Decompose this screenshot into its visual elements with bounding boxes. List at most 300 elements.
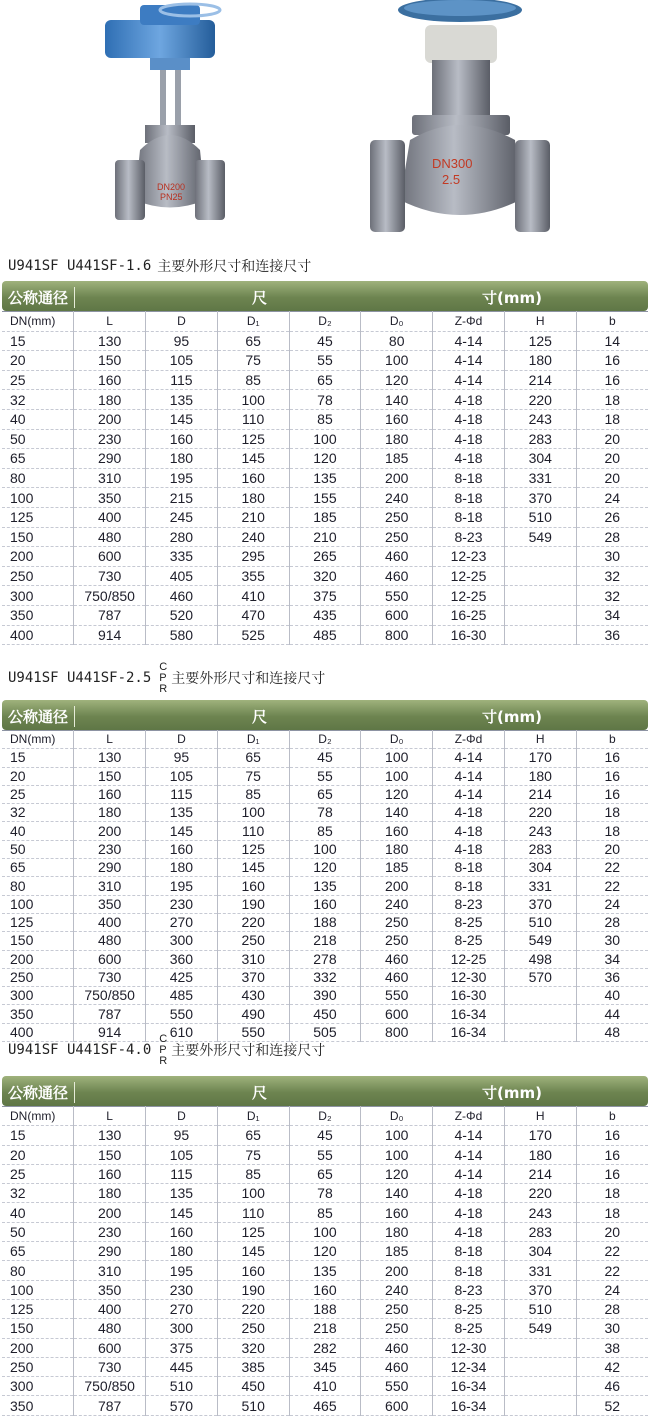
table-cell: 214: [504, 1164, 576, 1183]
table-header-bar: [2, 1076, 648, 1106]
table-cell: 549: [504, 932, 576, 950]
table-cell: 460: [361, 1338, 433, 1357]
table-cell: [504, 1357, 576, 1376]
table-cell: 350: [74, 895, 146, 913]
table-cell: 375: [289, 586, 361, 606]
table-cell: 85: [289, 822, 361, 840]
spec-section-2: [0, 660, 650, 1042]
table-cell: 914: [74, 625, 146, 645]
table-cell: 160: [217, 877, 289, 895]
table-cell: 370: [504, 488, 576, 508]
table-cell: 18: [576, 1184, 648, 1203]
table-cell: 290: [74, 859, 146, 877]
table-cell: DN(mm): [2, 1107, 74, 1126]
table-cell: 410: [289, 1377, 361, 1396]
table-row: [2, 429, 648, 449]
table-cell: 243: [504, 822, 576, 840]
table-cell: 430: [217, 987, 289, 1005]
valve-illustrations: [0, 0, 650, 250]
table-cell: 30: [576, 1319, 648, 1338]
table-cell: 30: [576, 547, 648, 567]
table-cell: DN(mm): [2, 731, 74, 749]
table-cell: 4-18: [433, 449, 505, 469]
table-cell: 100: [361, 749, 433, 767]
table-cell: 125: [217, 840, 289, 858]
table-cell: 550: [361, 987, 433, 1005]
table-cell: 32: [576, 586, 648, 606]
table-cell: 320: [289, 566, 361, 586]
table-cell: 195: [146, 877, 218, 895]
table-cell: 100: [2, 1280, 74, 1299]
table-cell: 100: [361, 767, 433, 785]
table-cell: 75: [217, 351, 289, 371]
table-cell: 32: [576, 566, 648, 586]
model-name: U941SF U441SF-2.5: [8, 670, 152, 686]
table-cell: [504, 625, 576, 645]
table-cell: 295: [217, 547, 289, 567]
table-cell: 50: [2, 840, 74, 858]
table-cell: 510: [504, 913, 576, 931]
table-cell: 310: [74, 877, 146, 895]
table-cell: 65: [2, 859, 74, 877]
table-row: [2, 1357, 648, 1376]
table-cell: 55: [289, 767, 361, 785]
table-cell: 15: [2, 749, 74, 767]
table-cell: 170: [504, 1126, 576, 1145]
size-label-part1: 尺: [252, 1084, 268, 1102]
table-cell: 160: [146, 429, 218, 449]
table-cell: 188: [289, 1299, 361, 1318]
table-cell: 180: [146, 449, 218, 469]
table-cell: 160: [74, 370, 146, 390]
table-cell: 18: [576, 409, 648, 429]
table-cell: 4-18: [433, 409, 505, 429]
table-cell: 250: [361, 1299, 433, 1318]
table-cell: 12-30: [433, 1338, 505, 1357]
table-cell: L: [74, 312, 146, 332]
table-cell: 20: [576, 840, 648, 858]
table-cell: 16-34: [433, 1377, 505, 1396]
table-cell: 200: [361, 1261, 433, 1280]
table-cell: 8-18: [433, 859, 505, 877]
table-cell: 20: [2, 767, 74, 785]
table-cell: 100: [361, 1145, 433, 1164]
table-cell: 750/850: [74, 987, 146, 1005]
table-cell: 460: [146, 586, 218, 606]
table-cell: 135: [289, 468, 361, 488]
dimension-table: [2, 730, 648, 1042]
table-cell: 12-25: [433, 950, 505, 968]
table-cell: 220: [504, 804, 576, 822]
table-cell: 549: [504, 527, 576, 547]
table-cell: 485: [289, 625, 361, 645]
table-cell: 145: [217, 449, 289, 469]
product-photos: [0, 0, 650, 250]
table-cell: 350: [2, 1396, 74, 1415]
table-cell: 160: [217, 1261, 289, 1280]
table-cell: 787: [74, 1396, 146, 1415]
table-cell: 400: [2, 1023, 74, 1041]
table-cell: 470: [217, 605, 289, 625]
table-cell: 250: [361, 527, 433, 547]
spec-section-1: [0, 255, 650, 645]
table-row: [2, 913, 648, 931]
table-cell: 310: [74, 1261, 146, 1280]
table-cell: L: [74, 1107, 146, 1126]
table-cell: 600: [74, 950, 146, 968]
table-cell: 335: [146, 547, 218, 567]
table-cell: 290: [74, 449, 146, 469]
size-label-part2: 寸(mm): [482, 1084, 542, 1102]
table-cell: 180: [74, 390, 146, 410]
table-cell: 188: [289, 913, 361, 931]
table-cell: Z-Φd: [433, 731, 505, 749]
table-cell: 550: [217, 1023, 289, 1041]
table-cell: 200: [74, 1203, 146, 1222]
table-cell: 180: [361, 429, 433, 449]
table-cell: D₀: [361, 1107, 433, 1126]
table-cell: 265: [289, 547, 361, 567]
table-row: [2, 987, 648, 1005]
table-cell: 180: [504, 351, 576, 371]
table-cell: 120: [289, 449, 361, 469]
table-cell: 180: [74, 804, 146, 822]
table-cell: 12-25: [433, 566, 505, 586]
table-cell: D₀: [361, 312, 433, 332]
table-cell: 65: [217, 749, 289, 767]
table-cell: 914: [74, 1023, 146, 1041]
table-cell: 243: [504, 409, 576, 429]
table-cell: 185: [361, 449, 433, 469]
section-caption: 主要外形尺寸和连接尺寸: [171, 1043, 326, 1059]
table-row: [2, 1184, 648, 1203]
table-cell: L: [74, 731, 146, 749]
table-cell: 150: [74, 767, 146, 785]
table-cell: 300: [2, 586, 74, 606]
table-cell: 48: [576, 1023, 648, 1041]
nominal-diameter-label: 公称通径: [8, 1082, 75, 1103]
table-row: [2, 1377, 648, 1396]
table-cell: 55: [289, 1145, 361, 1164]
table-row: [2, 1338, 648, 1357]
table-cell: 8-18: [433, 877, 505, 895]
table-cell: 480: [74, 932, 146, 950]
table-cell: 460: [361, 1357, 433, 1376]
table-cell: [504, 1005, 576, 1023]
table-cell: 18: [576, 804, 648, 822]
table-cell: 22: [576, 877, 648, 895]
cpr-labels: [159, 662, 167, 695]
table-cell: 370: [504, 1280, 576, 1299]
table-cell: 4-18: [433, 804, 505, 822]
table-cell: 75: [217, 767, 289, 785]
table-row: [2, 804, 648, 822]
table-cell: 180: [217, 488, 289, 508]
table-cell: 8-25: [433, 932, 505, 950]
table-header-bar: [2, 700, 648, 730]
table-cell: H: [504, 731, 576, 749]
table-cell: 8-18: [433, 1242, 505, 1261]
table-cell: 80: [361, 331, 433, 351]
table-cell: 600: [361, 1005, 433, 1023]
table-cell: 230: [74, 840, 146, 858]
table-cell: 400: [74, 1299, 146, 1318]
table-row: [2, 859, 648, 877]
table-cell: 4-14: [433, 1145, 505, 1164]
table-cell: 550: [361, 586, 433, 606]
table-cell: 65: [289, 785, 361, 803]
table-cell: 100: [2, 895, 74, 913]
table-cell: [504, 547, 576, 567]
table-cell: 270: [146, 1299, 218, 1318]
table-cell: 65: [217, 1126, 289, 1145]
table-row: [2, 749, 648, 767]
table-cell: 50: [2, 1222, 74, 1241]
cpr-r: R: [159, 682, 168, 695]
right-valve-label-2: 2.5: [442, 172, 461, 187]
table-cell: 125: [2, 1299, 74, 1318]
table-cell: 65: [289, 1164, 361, 1183]
table-row: [2, 968, 648, 986]
table-cell: 250: [217, 932, 289, 950]
table-row: [2, 605, 648, 625]
table-cell: 8-23: [433, 527, 505, 547]
table-cell: 16: [576, 1164, 648, 1183]
table-row: [2, 1242, 648, 1261]
table-cell: 160: [289, 895, 361, 913]
table-cell: H: [504, 312, 576, 332]
table-cell: 4-18: [433, 429, 505, 449]
table-cell: 220: [217, 913, 289, 931]
table-cell: 331: [504, 468, 576, 488]
size-label-part1: 尺: [252, 708, 268, 726]
table-cell: 220: [504, 390, 576, 410]
table-row: [2, 932, 648, 950]
table-cell: 30: [576, 932, 648, 950]
model-name: U941SF U441SF-1.6: [8, 258, 152, 274]
table-row: [2, 1319, 648, 1338]
table-cell: 125: [2, 507, 74, 527]
table-cell: 85: [217, 370, 289, 390]
table-cell: 230: [146, 895, 218, 913]
table-cell: H: [504, 1107, 576, 1126]
table-cell: 360: [146, 950, 218, 968]
table-cell: 210: [289, 527, 361, 547]
cpr-labels: [159, 1034, 167, 1067]
table-cell: 465: [289, 1396, 361, 1415]
table-cell: 480: [74, 527, 146, 547]
table-cell: b: [576, 731, 648, 749]
table-cell: 180: [504, 1145, 576, 1164]
table-cell: b: [576, 1107, 648, 1126]
table-cell: 130: [74, 749, 146, 767]
table-cell: 20: [576, 429, 648, 449]
table-cell: 8-18: [433, 488, 505, 508]
table-cell: 46: [576, 1377, 648, 1396]
table-cell: 40: [2, 822, 74, 840]
table-cell: 4-18: [433, 822, 505, 840]
table-cell: 145: [146, 409, 218, 429]
table-row: [2, 1222, 648, 1241]
table-cell: 290: [74, 1242, 146, 1261]
table-cell: 510: [217, 1396, 289, 1415]
table-cell: 125: [504, 331, 576, 351]
table-cell: 16-30: [433, 625, 505, 645]
table-cell: 570: [146, 1396, 218, 1415]
table-cell: 200: [74, 822, 146, 840]
left-valve-label-2: PN25: [160, 192, 183, 202]
table-cell: 310: [74, 468, 146, 488]
table-cell: 145: [217, 859, 289, 877]
table-cell: 400: [2, 625, 74, 645]
table-cell: 310: [217, 950, 289, 968]
table-cell: 220: [504, 1184, 576, 1203]
table-cell: Z-Φd: [433, 1107, 505, 1126]
table-cell: 350: [74, 488, 146, 508]
table-cell: 50: [2, 429, 74, 449]
table-cell: 160: [361, 409, 433, 429]
table-cell: 600: [361, 1396, 433, 1415]
table-cell: 65: [217, 331, 289, 351]
table-cell: 580: [146, 625, 218, 645]
table-cell: 350: [2, 1005, 74, 1023]
table-cell: 150: [74, 1145, 146, 1164]
table-row: [2, 895, 648, 913]
size-label-part2: 寸(mm): [482, 289, 542, 307]
table-cell: 8-25: [433, 1319, 505, 1338]
table-cell: 4-18: [433, 390, 505, 410]
table-cell: 250: [361, 932, 433, 950]
table-cell: 405: [146, 566, 218, 586]
table-cell: 100: [2, 488, 74, 508]
table-cell: D₂: [289, 312, 361, 332]
table-cell: D₂: [289, 731, 361, 749]
table-cell: 16-30: [433, 987, 505, 1005]
table-cell: 4-14: [433, 351, 505, 371]
table-cell: 549: [504, 1319, 576, 1338]
table-cell: D₁: [217, 312, 289, 332]
handwheel-valve-image: [370, 0, 550, 232]
table-row: [2, 1203, 648, 1222]
table-cell: 65: [2, 449, 74, 469]
table-cell: [504, 987, 576, 1005]
table-cell: 200: [2, 547, 74, 567]
table-cell: 400: [74, 913, 146, 931]
cpr-p: P: [159, 1043, 167, 1056]
table-cell: 180: [146, 1242, 218, 1261]
table-cell: 220: [217, 1299, 289, 1318]
table-cell: 32: [2, 390, 74, 410]
table-cell: 32: [2, 1184, 74, 1203]
table-cell: 240: [217, 527, 289, 547]
table-cell: 445: [146, 1357, 218, 1376]
table-cell: 245: [146, 507, 218, 527]
table-row: [2, 351, 648, 371]
table-cell: 8-18: [433, 468, 505, 488]
table-cell: 410: [217, 586, 289, 606]
table-cell: 150: [74, 351, 146, 371]
table-cell: 24: [576, 1280, 648, 1299]
table-cell: 28: [576, 527, 648, 547]
table-cell: 28: [576, 1299, 648, 1318]
table-cell: D: [146, 1107, 218, 1126]
table-cell: 498: [504, 950, 576, 968]
table-cell: 300: [2, 1377, 74, 1396]
table-cell: 200: [2, 1338, 74, 1357]
table-cell: 230: [74, 1222, 146, 1241]
table-cell: 160: [74, 1164, 146, 1183]
table-cell: 331: [504, 1261, 576, 1280]
table-row: [2, 1005, 648, 1023]
table-cell: 115: [146, 1164, 218, 1183]
table-row: [2, 625, 648, 645]
table-cell: 20: [576, 449, 648, 469]
table-cell: 78: [289, 1184, 361, 1203]
section-title: [0, 660, 650, 696]
table-row: [2, 547, 648, 567]
table-cell: 8-23: [433, 895, 505, 913]
table-cell: 730: [74, 1357, 146, 1376]
table-cell: 215: [146, 488, 218, 508]
table-row: [2, 449, 648, 469]
table-row: [2, 507, 648, 527]
table-cell: 85: [289, 409, 361, 429]
table-cell: 18: [576, 1203, 648, 1222]
table-cell: 105: [146, 767, 218, 785]
table-cell: 120: [361, 785, 433, 803]
table-cell: 300: [2, 987, 74, 1005]
table-cell: 110: [217, 822, 289, 840]
table-cell: 4-14: [433, 1164, 505, 1183]
table-cell: 20: [576, 1222, 648, 1241]
table-cell: D₁: [217, 1107, 289, 1126]
table-cell: 450: [217, 1377, 289, 1396]
table-cell: 185: [361, 1242, 433, 1261]
cpr-p: P: [159, 671, 167, 684]
table-cell: 505: [289, 1023, 361, 1041]
table-row: [2, 390, 648, 410]
table-cell: 110: [217, 409, 289, 429]
table-cell: 100: [361, 351, 433, 371]
cpr-c: C: [159, 660, 168, 673]
table-cell: [504, 605, 576, 625]
table-cell: 180: [361, 1222, 433, 1241]
table-cell: 100: [289, 1222, 361, 1241]
table-cell: 42: [576, 1357, 648, 1376]
table-cell: 85: [289, 1203, 361, 1222]
table-cell: 125: [217, 1222, 289, 1241]
table-cell: 120: [289, 859, 361, 877]
table-row: [2, 1145, 648, 1164]
table-cell: 12-23: [433, 547, 505, 567]
table-cell: 355: [217, 566, 289, 586]
table-cell: 214: [504, 785, 576, 803]
table-cell: 160: [361, 822, 433, 840]
table-cell: 16: [576, 785, 648, 803]
section-caption: 主要外形尺寸和连接尺寸: [171, 671, 326, 687]
table-cell: 16: [576, 1126, 648, 1145]
table-cell: 4-14: [433, 370, 505, 390]
table-cell: 4-14: [433, 331, 505, 351]
table-cell: 304: [504, 1242, 576, 1261]
table-cell: Z-Φd: [433, 312, 505, 332]
table-cell: 385: [217, 1357, 289, 1376]
nominal-diameter-label: 公称通径: [8, 706, 75, 727]
table-cell: 170: [504, 749, 576, 767]
cpr-r: R: [159, 1054, 168, 1067]
table-cell: 4-14: [433, 749, 505, 767]
section-title: [0, 255, 650, 277]
